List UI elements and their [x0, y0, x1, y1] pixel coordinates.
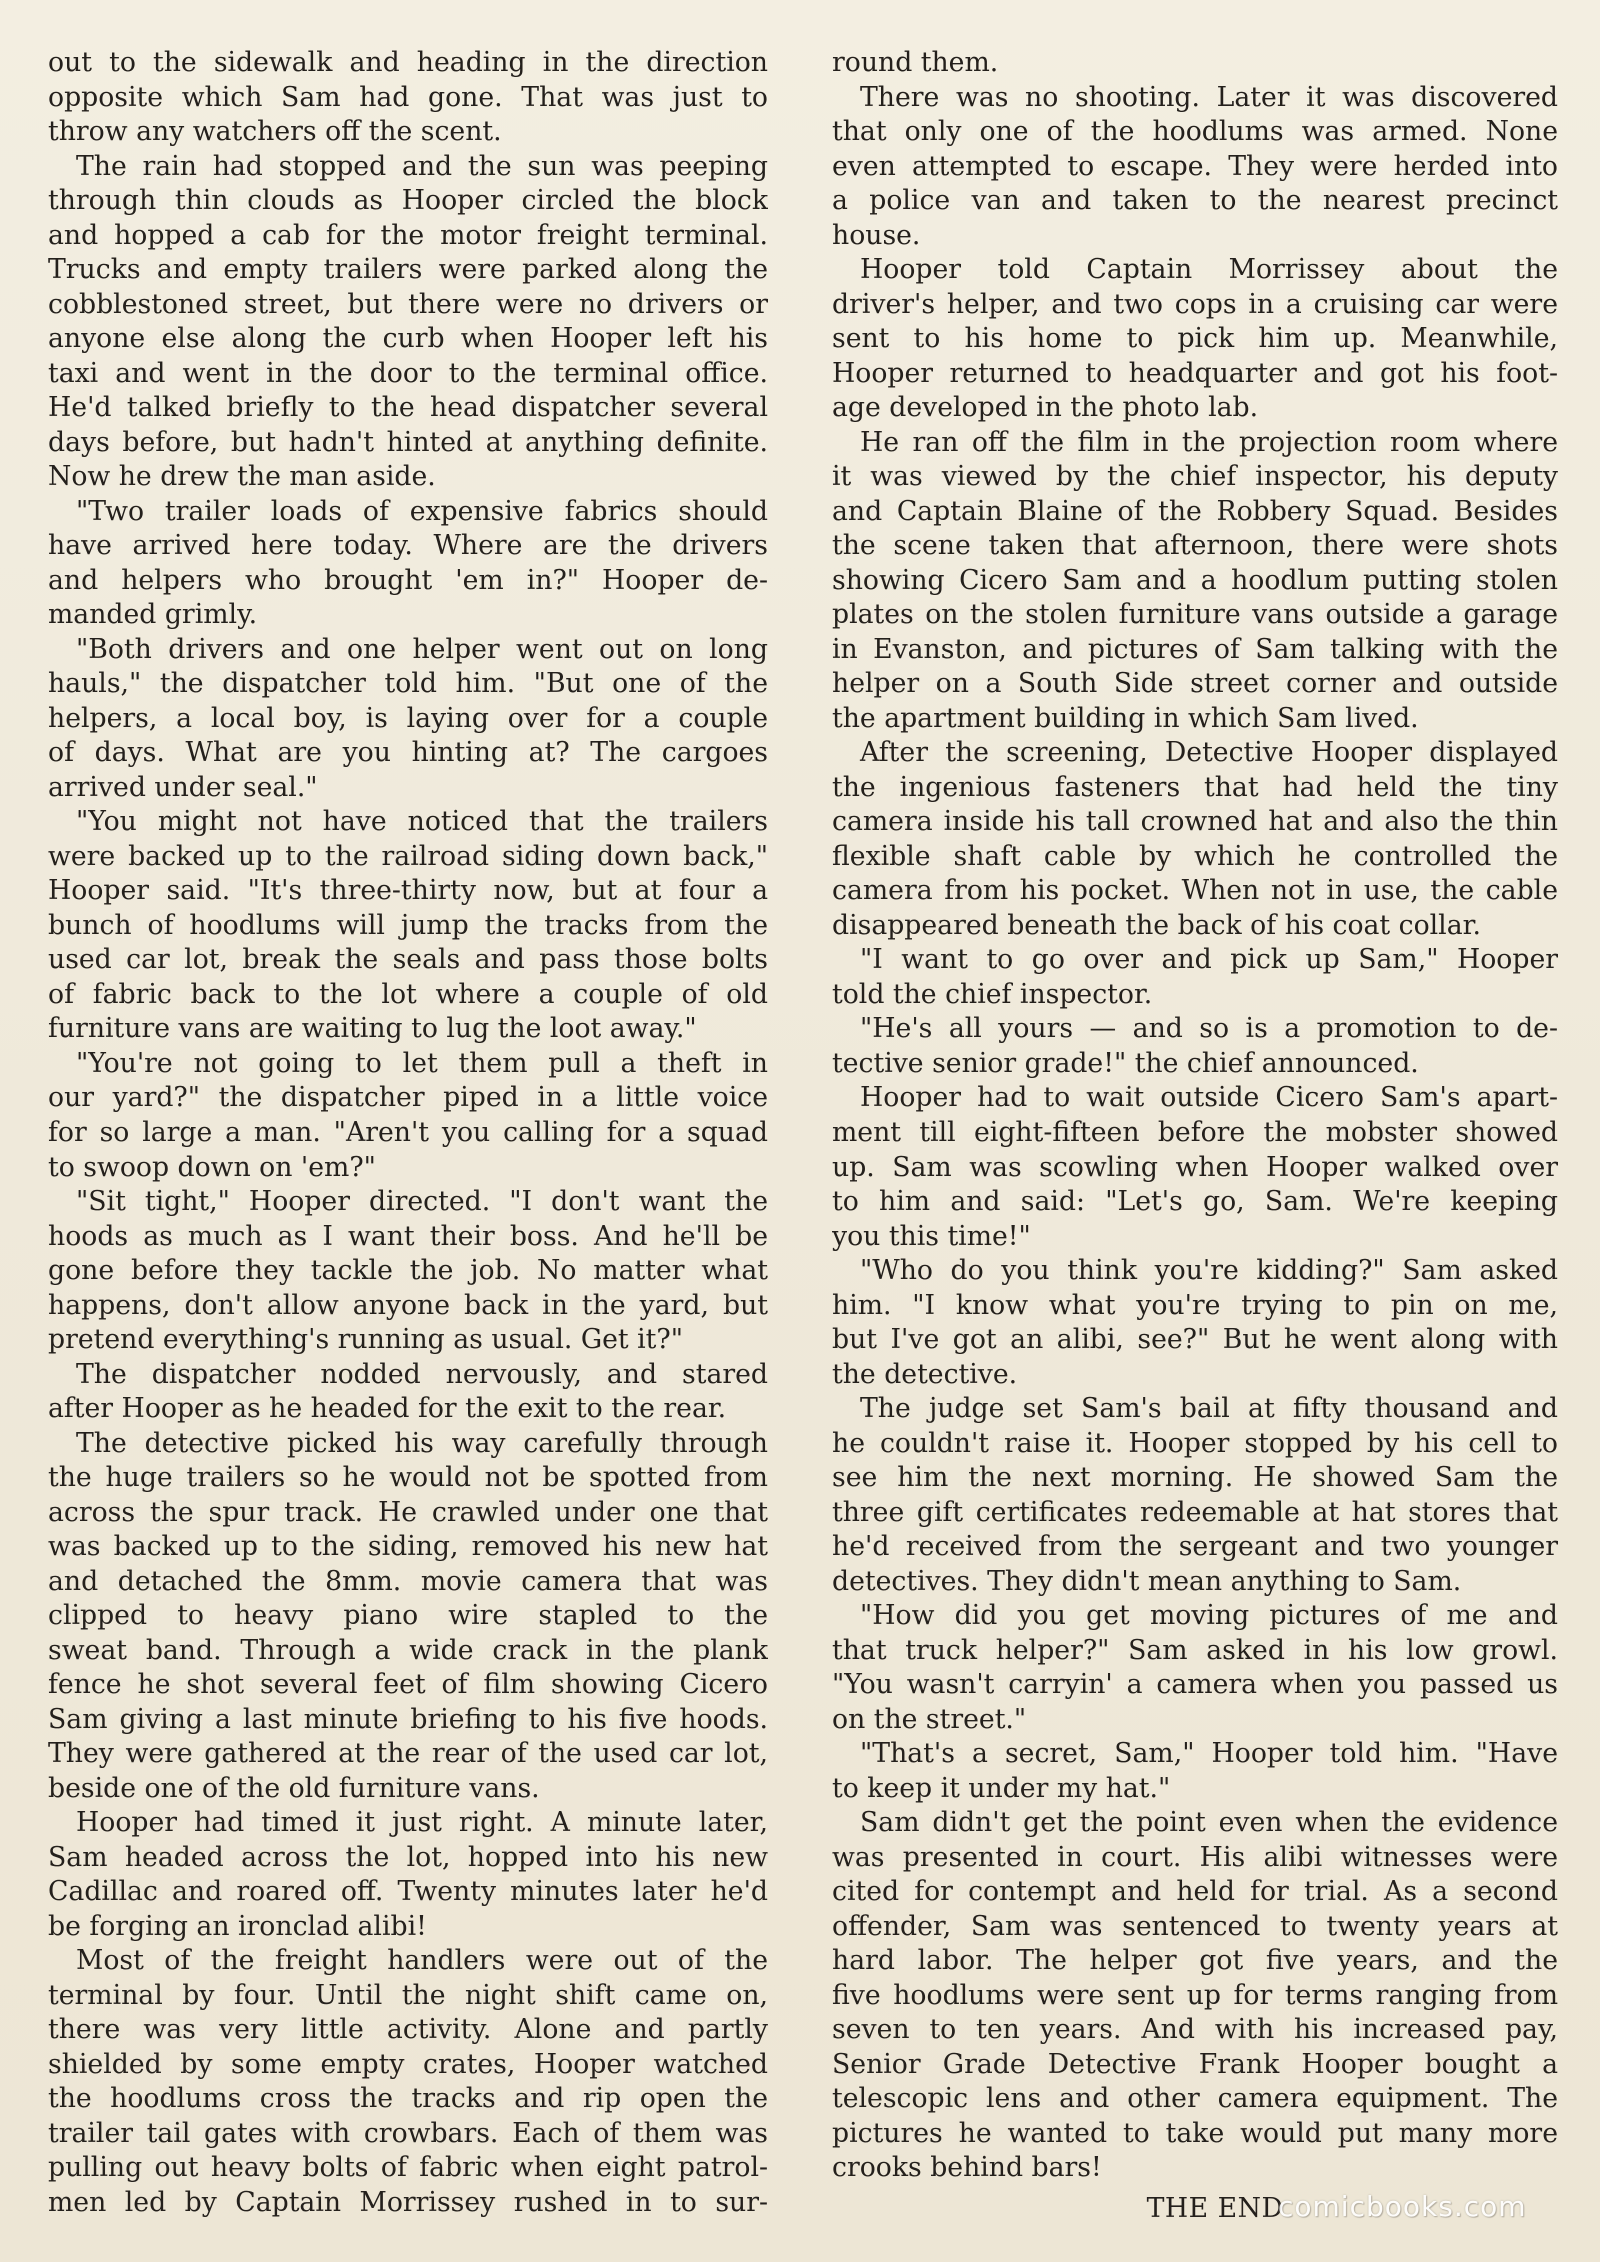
right-column-text-line: Sam didn't get the point even when the evidence [860, 1807, 1558, 1839]
right-column-text-line: detectives. They didn't mean anything to Sam. [832, 1565, 1462, 1597]
left-column-text-line: "Sit tight," Hooper directed. "I don't want the [76, 1186, 768, 1218]
right-column-text-line: "He's all yours — and so is a promotion to de- [860, 1013, 1558, 1045]
right-column-text-line: disappeared beneath the back of his coat collar. [832, 909, 1481, 941]
right-column-text-line: camera inside his tall crowned hat and also the thin [832, 806, 1558, 838]
left-column-text-line: gone before they tackle the job. No matter what [48, 1255, 768, 1287]
right-column-text-line: Hooper told Captain Morrissey about the [860, 254, 1558, 286]
left-column-text-line: were backed up to the railroad siding down back," [48, 840, 768, 872]
left-column-text-line: men led by Captain Morrissey rushed in to sur- [48, 2186, 768, 2218]
right-column-text-line: the detective. [832, 1358, 1018, 1390]
left-column-text-line: be forging an ironclad alibi! [48, 1910, 427, 1942]
left-column-text-line: beside one of the old furniture vans. [48, 1772, 540, 1804]
right-text-column [832, 46, 1558, 2226]
left-column-text-line: the huge trailers so he would not be spotted from [48, 1462, 768, 1494]
right-column-text-line: helper on a South Side street corner and outside [832, 668, 1558, 700]
left-column-text-line: throw any watchers off the scent. [48, 116, 502, 148]
right-column-text-line: he'd received from the sergeant and two younger [832, 1531, 1558, 1563]
left-column-text-line: He'd talked briefly to the head dispatcher several [48, 392, 768, 424]
right-column-text-line: hard labor. The helper got five years, and the [832, 1945, 1558, 1977]
left-column-text-line: They were gathered at the rear of the used car lot, [48, 1738, 768, 1770]
left-column-text-line: used car lot, break the seals and pass those bolts [48, 944, 768, 976]
right-column-text-line: camera from his pocket. When not in use, the cable [832, 875, 1558, 907]
left-column-text-line: anyone else along the curb when Hooper left his [48, 323, 768, 355]
right-column-text-line: up. Sam was scowling when Hooper walked over [832, 1151, 1558, 1183]
right-column-text-line: on the street." [832, 1703, 1027, 1735]
left-column-text-line: the hoodlums cross the tracks and rip open the [48, 2083, 768, 2115]
left-text-column [48, 46, 768, 2220]
left-column-text-line: pretend everything's running as usual. Get it?" [48, 1324, 683, 1356]
left-column-text-line: trailer tail gates with crowbars. Each of them was [48, 2117, 768, 2149]
right-column-text-line: it was viewed by the chief inspector, his deputy [832, 461, 1558, 493]
left-column-text-line: and helpers who brought 'em in?" Hooper de- [48, 564, 768, 596]
right-column-text-line: three gift certificates redeemable at hat stores that [832, 1496, 1558, 1528]
right-column-text-line: He ran off the film in the projection room where [860, 426, 1558, 458]
left-column-text-line: was backed up to the siding, removed his new hat [48, 1531, 768, 1563]
right-column-text-line: The judge set Sam's bail at fifty thousand and [860, 1393, 1558, 1425]
left-column-text-line: sweat band. Through a wide crack in the plank [48, 1634, 768, 1666]
right-column-text-line: age developed in the photo lab. [832, 392, 1259, 424]
left-column-text-line: "Two trailer loads of expensive fabrics should [76, 495, 768, 527]
right-column-text-line: Hooper had to wait outside Cicero Sam's apart- [860, 1082, 1558, 1114]
right-column-text-line: telescopic lens and other camera equipment. The [832, 2083, 1558, 2115]
right-column-text-line: even attempted to escape. They were herded into [832, 150, 1558, 182]
right-column-text-line: round them. [832, 47, 999, 78]
right-column-text-line: to keep it under my hat." [832, 1772, 1171, 1804]
left-column-text-line: Trucks and empty trailers were parked along the [48, 254, 768, 286]
left-column-text-line: helpers, a local boy, is laying over for a couple [48, 702, 768, 734]
right-column-text-line: "You wasn't carryin' a camera when you passed us [832, 1669, 1558, 1701]
left-column-text-line: across the spur track. He crawled under one that [48, 1496, 768, 1528]
left-column-text-line: through thin clouds as Hooper circled the block [48, 185, 768, 217]
left-column-text-line: pulling out heavy bolts of fabric when eight patrol- [48, 2152, 768, 2184]
left-column-text-line: and hopped a cab for the motor freight terminal. [48, 219, 768, 251]
left-column-text-line: to swoop down on 'em?" [48, 1151, 376, 1183]
right-column-text-line: crooks behind bars! [832, 2152, 1102, 2184]
right-column-text-line: "How did you get moving pictures of me and [860, 1600, 1558, 1632]
right-column-text-line: the apartment building in which Sam lived. [832, 702, 1419, 734]
left-column-text-line: have arrived here today. Where are the drivers [48, 530, 768, 562]
left-column-text-line: The dispatcher nodded nervously, and stared [76, 1358, 768, 1390]
left-column-text-line: after Hooper as he headed for the exit to the rear. [48, 1393, 727, 1425]
left-column-text-line: happens, don't allow anyone back in the yard, but [48, 1289, 768, 1321]
right-column-text-line: you this time!" [832, 1220, 1031, 1252]
right-column-text-line: he couldn't raise it. Hooper stopped by his cell to [832, 1427, 1558, 1459]
left-column-text-line: "You're not going to let them pull a theft in [76, 1047, 768, 1079]
right-column-text-line: Hooper returned to headquarter and got his foot- [832, 357, 1558, 389]
right-column-text-line: plates on the stolen furniture vans outside a garage [832, 599, 1558, 631]
left-column-text-line: hoods as much as I want their boss. And he'll be [48, 1220, 768, 1252]
right-column-text-line: offender, Sam was sentenced to twenty years at [832, 1910, 1558, 1942]
left-column-text-line: hauls," the dispatcher told him. "But one of the [48, 668, 768, 700]
left-column-text-line: Now he drew the man aside. [48, 461, 436, 493]
left-column-text-line: The rain had stopped and the sun was peeping [76, 150, 768, 182]
left-column-text-line: Most of the freight handlers were out of the [76, 1945, 768, 1977]
left-column-text-line: of fabric back to the lot where a couple of old [48, 978, 768, 1010]
left-column-text-line: bunch of hoodlums will jump the tracks from the [48, 909, 768, 941]
left-column-text-line: taxi and went in the door to the terminal office. [48, 357, 768, 389]
right-column-text-line: told the chief inspector. [832, 978, 1153, 1010]
left-column-text-line: Hooper had timed it just right. A minute later, [76, 1807, 768, 1839]
left-column-text-line: fence he shot several feet of film showing Cicero [48, 1669, 768, 1701]
right-column-text-line: but I've got an alibi, see?" But he went along with [832, 1324, 1558, 1356]
left-column-text-line: The detective picked his way carefully through [76, 1427, 768, 1459]
right-column-text-line: a police van and taken to the nearest precinct [832, 185, 1558, 217]
left-column-text-line: days before, but hadn't hinted at anything definite. [48, 426, 768, 458]
right-column-text-line: him. "I know what you're trying to pin on me, [832, 1289, 1558, 1321]
right-column-text-line: in Evanston, and pictures of Sam talking with the [832, 633, 1558, 665]
left-column-text-line: clipped to heavy piano wire stapled to the [48, 1600, 768, 1632]
left-column-text-line: our yard?" the dispatcher piped in a little voice [48, 1082, 768, 1114]
right-column-text-line: seven to ten years. And with his increased pay, [832, 2014, 1558, 2046]
left-column-text-line: furniture vans are waiting to lug the loot away." [48, 1013, 697, 1045]
right-column-text-line: tective senior grade!" the chief announced. [832, 1047, 1419, 1079]
site-watermark: comicbooks.com [1278, 2190, 1527, 2223]
left-column-text-line: opposite which Sam had gone. That was just to [48, 81, 768, 113]
left-column-text-line: Cadillac and roared off. Twenty minutes later he'd [48, 1876, 768, 1908]
right-column-text-line: cited for contempt and held for trial. As a second [832, 1876, 1558, 1908]
left-column-text-line: Sam headed across the lot, hopped into his new [48, 1841, 768, 1873]
right-column-text-line: driver's helper, and two cops in a cruising car were [832, 288, 1558, 320]
right-column-text-line: showing Cicero Sam and a hoodlum putting stolen [832, 564, 1558, 596]
left-column-text-line: Hooper said. "It's three-thirty now, but at four a [48, 875, 768, 907]
right-column-text-line: sent to his home to pick him up. Meanwhile, [832, 323, 1558, 355]
left-column-text-line: there was very little activity. Alone and partly [48, 2014, 768, 2046]
right-column-text-line: After the screening, Detective Hooper displayed [860, 737, 1558, 769]
right-column-text-line: "Who do you think you're kidding?" Sam asked [860, 1255, 1558, 1287]
left-column-text-line: Sam giving a last minute briefing to his five hoods. [48, 1703, 768, 1735]
right-column-text-line: was presented in court. His alibi witnesses were [832, 1841, 1558, 1873]
left-column-text-line: and detached the 8mm. movie camera that was [48, 1565, 768, 1597]
the-end-label: THE END [1146, 2192, 1284, 2224]
right-column-text-line: that truck helper?" Sam asked in his low growl. [832, 1634, 1558, 1666]
left-column-text-line: "Both drivers and one helper went out on long [76, 633, 768, 665]
right-column-text-line: the ingenious fasteners that had held the tiny [832, 771, 1558, 803]
left-column-text-line: terminal by four. Until the night shift came on, [48, 1979, 768, 2011]
right-column-text-line: "I want to go over and pick up Sam," Hooper [860, 944, 1558, 976]
right-column-text-line: There was no shooting. Later it was discovered [860, 81, 1558, 113]
right-column-text-line: see him the next morning. He showed Sam the [832, 1462, 1558, 1494]
left-column-text-line: arrived under seal." [48, 771, 318, 803]
right-column-text-line: ment till eight-fifteen before the mobster showed [832, 1116, 1558, 1148]
left-column-text-line: manded grimly. [48, 599, 258, 631]
right-column-text-line: and Captain Blaine of the Robbery Squad. Besides [832, 495, 1558, 527]
left-column-text-line: of days. What are you hinting at? The cargoes [48, 737, 768, 769]
right-column-text-line: to him and said: "Let's go, Sam. We're keeping [832, 1186, 1558, 1218]
right-column-text-line: house. [832, 219, 921, 251]
right-column-text-line: flexible shaft cable by which he controlled the [832, 840, 1558, 872]
left-column-text-line: for so large a man. "Aren't you calling for a squad [48, 1116, 768, 1148]
right-column-text-line: the scene taken that afternoon, there were shots [832, 530, 1558, 562]
left-column-text-line: out to the sidewalk and heading in the direction [48, 47, 768, 78]
right-column-text-line: that only one of the hoodlums was armed. None [832, 116, 1558, 148]
right-column-text-line: pictures he wanted to take would put many more [832, 2117, 1558, 2149]
left-column-text-line: "You might not have noticed that the trailers [76, 806, 768, 838]
left-column-text-line: shielded by some empty crates, Hooper watched [48, 2048, 768, 2080]
left-column-text-line: cobblestoned street, but there were no drivers or [48, 288, 768, 320]
right-column-text-line: "That's a secret, Sam," Hooper told him. "Have [860, 1738, 1558, 1770]
right-column-text-line: Senior Grade Detective Frank Hooper bought a [832, 2048, 1558, 2080]
right-column-text-line: five hoodlums were sent up for terms ranging from [832, 1979, 1558, 2011]
